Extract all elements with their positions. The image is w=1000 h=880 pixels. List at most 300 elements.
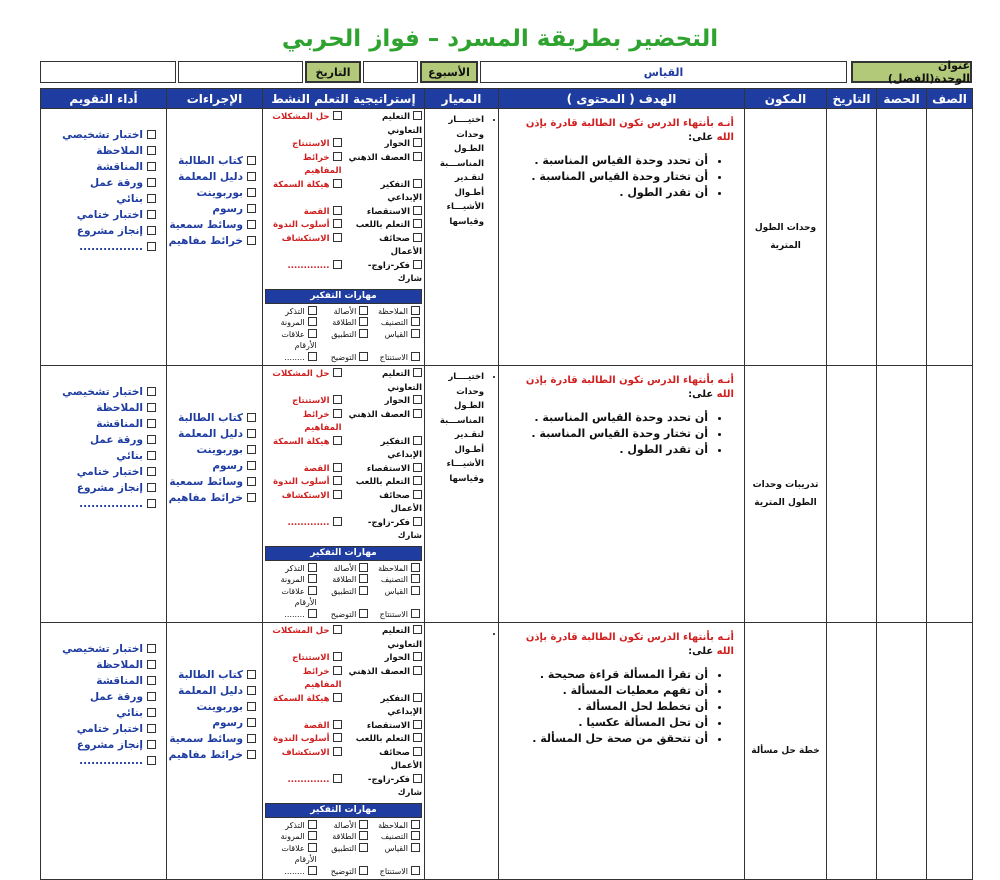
checkbox[interactable] — [413, 693, 422, 702]
strategy-option[interactable]: القصة — [265, 720, 342, 734]
strategy-option[interactable]: التعلم باللعب — [346, 476, 423, 490]
checkbox[interactable] — [247, 429, 256, 438]
strategy-option[interactable]: هيكلة السمكة — [265, 436, 342, 463]
checkbox[interactable] — [247, 445, 256, 454]
evaluation-option[interactable]: اختبار ختامي — [41, 464, 156, 480]
component-cell — [745, 623, 827, 880]
thinking-skill-option[interactable]: الملاحظة — [370, 306, 420, 318]
thinking-skill-option[interactable]: القياس — [370, 586, 420, 609]
checkbox[interactable] — [359, 574, 368, 583]
lesson-row — [41, 366, 973, 623]
period-header: الحصة — [877, 89, 927, 109]
checkbox[interactable] — [333, 111, 342, 120]
evaluation-option[interactable]: اختبار ختامي — [41, 207, 156, 223]
checkbox[interactable] — [333, 395, 342, 404]
strategy-option[interactable]: ............. — [265, 774, 342, 801]
strategy-option[interactable]: خرائط المفاهيم — [302, 152, 342, 176]
checkbox[interactable] — [333, 517, 342, 526]
thinking-skill-option[interactable]: الاستنتاج — [370, 609, 420, 621]
checkbox[interactable] — [413, 720, 422, 729]
checkbox[interactable] — [147, 419, 156, 428]
strategy-option[interactable]: أسلوب الندوة — [265, 219, 342, 233]
checkbox[interactable] — [413, 774, 422, 783]
checkbox[interactable] — [359, 306, 368, 315]
procedure-option[interactable]: وسائط سمعية — [167, 474, 256, 490]
date-cell[interactable] — [827, 623, 877, 880]
checkbox[interactable] — [247, 172, 256, 181]
strategy-option[interactable]: صحائف الأعمال — [379, 490, 422, 514]
checkbox[interactable] — [333, 774, 342, 783]
strategy-option[interactable]: ............. — [265, 260, 342, 287]
checkbox[interactable] — [413, 463, 422, 472]
thinking-skill-option[interactable]: ........ — [267, 352, 317, 364]
evaluation-option[interactable]: إنجاز مشروع — [41, 223, 156, 239]
checkbox[interactable] — [411, 574, 420, 583]
objective-item: • أن تفهم معطيات المسألة . — [509, 683, 708, 699]
strategy-option[interactable]: الاستقصاء — [346, 463, 423, 477]
week-field[interactable] — [363, 61, 418, 83]
component-text: وحدات الطول المترية — [754, 223, 817, 251]
checkbox[interactable] — [308, 317, 317, 326]
checkbox[interactable] — [147, 387, 156, 396]
checkbox[interactable] — [247, 461, 256, 470]
checkbox[interactable] — [147, 499, 156, 508]
checkbox[interactable] — [147, 708, 156, 717]
checkbox[interactable] — [359, 609, 368, 618]
thinking-skills-header: مهارات التفكير — [265, 803, 422, 818]
procedure-option[interactable]: دليل المعلمة — [167, 169, 256, 185]
thinking-skill-option[interactable]: القياس — [370, 843, 420, 866]
component-cell — [745, 109, 827, 366]
checkbox[interactable] — [247, 204, 256, 213]
checkbox[interactable] — [147, 467, 156, 476]
thinking-skill-option[interactable]: التوضيح — [319, 352, 369, 364]
thinking-skill-option[interactable]: التذكر — [267, 563, 317, 575]
unit-title-field[interactable]: القياس — [480, 61, 847, 83]
strategy-cell — [263, 623, 425, 880]
header-row — [41, 89, 973, 109]
strategy-option[interactable]: الحوار — [346, 138, 423, 152]
strategy-option[interactable]: القصة — [265, 463, 342, 477]
evaluation-option[interactable]: إنجاز مشروع — [41, 480, 156, 496]
strategy-option[interactable]: العصف الذهني — [346, 666, 423, 693]
thinking-skill-option[interactable]: علاقات الأرقام — [281, 329, 317, 350]
procedure-option[interactable]: رسوم — [167, 458, 256, 474]
checkbox[interactable] — [308, 329, 317, 338]
strategy-option[interactable]: الاستنتاج — [265, 138, 342, 152]
checkbox[interactable] — [147, 130, 156, 139]
checkbox[interactable] — [247, 718, 256, 727]
checkbox[interactable] — [147, 210, 156, 219]
checkbox[interactable] — [333, 233, 342, 242]
strategy-option[interactable]: التعليم التعاوني — [382, 112, 422, 136]
date-cell[interactable] — [827, 109, 877, 366]
objective-item: • أن تقدر الطول . — [509, 442, 708, 458]
checkbox[interactable] — [411, 843, 420, 852]
evaluation-option[interactable]: بنائي — [41, 705, 156, 721]
evaluation-option[interactable]: المناقشة — [41, 416, 156, 432]
procedure-option[interactable]: دليل المعلمة — [167, 426, 256, 442]
thinking-skill-option[interactable]: المرونة — [267, 317, 317, 329]
checkbox[interactable] — [147, 435, 156, 444]
checkbox[interactable] — [147, 644, 156, 653]
checkbox[interactable] — [247, 220, 256, 229]
checkbox[interactable] — [413, 517, 422, 526]
strategy-option[interactable]: حل المشكلات — [265, 111, 342, 138]
thinking-skill-option[interactable]: الاستنتاج — [370, 866, 420, 878]
strategy-option[interactable]: ............. — [265, 517, 342, 544]
date-header: التاريخ — [827, 89, 877, 109]
checkbox[interactable] — [413, 260, 422, 269]
strategy-option[interactable]: الاستنتاج — [265, 652, 342, 666]
checkbox[interactable] — [333, 463, 342, 472]
strategy-option[interactable]: هيكلة السمكة — [265, 693, 342, 720]
checkbox[interactable] — [411, 306, 420, 315]
checkbox[interactable] — [413, 219, 422, 228]
checkbox[interactable] — [413, 233, 422, 242]
criteria-item: • اختيــــار وحدات الطـول المناســـبة لتقـدير أطـوال الأشيـــاء وقياسها — [429, 113, 484, 229]
checkbox[interactable] — [247, 188, 256, 197]
checkbox[interactable] — [308, 563, 317, 572]
checkbox[interactable] — [308, 831, 317, 840]
evaluation-option[interactable]: بنائي — [41, 448, 156, 464]
checkbox[interactable] — [411, 820, 420, 829]
thinking-skill-option[interactable]: المرونة — [267, 831, 317, 843]
checkbox[interactable] — [147, 451, 156, 460]
period-cell[interactable] — [877, 109, 927, 366]
evaluation-option[interactable]: الملاحظة — [41, 143, 156, 159]
checkbox[interactable] — [413, 436, 422, 445]
checkbox[interactable] — [247, 477, 256, 486]
unit-title-label: عنوان الوحدة(الفصل) — [851, 61, 972, 83]
procedure-option[interactable]: دليل المعلمة — [167, 683, 256, 699]
thinking-skill-option[interactable]: علاقات الأرقام — [281, 586, 317, 607]
strategy-option[interactable]: الاستقصاء — [346, 720, 423, 734]
strategy-option[interactable]: الاستكشاف — [265, 747, 342, 774]
checkbox[interactable] — [247, 670, 256, 679]
thinking-skill-option[interactable]: التوضيح — [319, 866, 369, 878]
procedure-option[interactable]: رسوم — [167, 201, 256, 217]
checkbox[interactable] — [413, 111, 422, 120]
thinking-skill-option[interactable]: التطبيق — [319, 843, 369, 866]
checkbox[interactable] — [247, 750, 256, 759]
checkbox[interactable] — [147, 724, 156, 733]
strategy-option[interactable]: حل المشكلات — [265, 368, 342, 395]
checkbox[interactable] — [147, 178, 156, 187]
procedure-option[interactable]: خرائط مفاهيم — [167, 747, 256, 763]
checkbox[interactable] — [333, 219, 342, 228]
evaluation-cell — [41, 623, 167, 880]
strategy-option[interactable]: التفكير الإبداعي — [380, 179, 422, 203]
thinking-skill-option[interactable]: التصنيف — [370, 574, 420, 586]
checkbox[interactable] — [413, 666, 422, 675]
checkbox[interactable] — [411, 609, 420, 618]
checkbox[interactable] — [333, 733, 342, 742]
checkbox[interactable] — [147, 146, 156, 155]
objective-item: • أن تتحقق من صحة حل المسألة . — [509, 731, 708, 747]
strategy-option[interactable]: العصف الذهني — [346, 152, 423, 179]
checkbox[interactable] — [413, 152, 422, 161]
checkbox[interactable] — [247, 413, 256, 422]
evaluation-option[interactable]: ................ — [41, 496, 156, 512]
thinking-skill-option[interactable]: الأصالة — [319, 306, 369, 318]
checkbox[interactable] — [333, 666, 342, 675]
date-label: التاريخ — [305, 61, 361, 83]
checkbox[interactable] — [333, 693, 342, 702]
date-field[interactable] — [178, 61, 303, 83]
objective-list — [509, 667, 734, 747]
checkbox[interactable] — [308, 306, 317, 315]
checkbox[interactable] — [359, 352, 368, 361]
checkbox[interactable] — [147, 226, 156, 235]
checkbox[interactable] — [333, 436, 342, 445]
thinking-skill-option[interactable]: ........ — [267, 866, 317, 878]
checkbox[interactable] — [147, 660, 156, 669]
thinking-skill-option[interactable]: التذكر — [267, 306, 317, 318]
procedure-option[interactable]: بوربوينت — [167, 699, 256, 715]
strategy-option[interactable]: خرائط المفاهيم — [302, 409, 342, 433]
extra-field[interactable] — [40, 61, 176, 83]
strategy-option[interactable]: فكر-زاوج-شارك — [367, 260, 422, 284]
checkbox[interactable] — [308, 352, 317, 361]
checkbox[interactable] — [333, 747, 342, 756]
grade-cell[interactable] — [927, 366, 973, 623]
checkbox[interactable] — [413, 179, 422, 188]
checkbox[interactable] — [147, 242, 156, 251]
strategy-option[interactable]: صحائف الأعمال — [379, 747, 422, 771]
checkbox[interactable] — [359, 831, 368, 840]
objective-item: • أن تقرأ المسألة قراءة صحيحة . — [509, 667, 708, 683]
checkbox[interactable] — [308, 609, 317, 618]
checkbox[interactable] — [333, 409, 342, 418]
checkbox[interactable] — [333, 625, 342, 634]
thinking-skill-option[interactable]: ........ — [267, 609, 317, 621]
criteria-cell — [425, 109, 499, 366]
evaluation-option[interactable]: اختبار ختامي — [41, 721, 156, 737]
checkbox[interactable] — [359, 329, 368, 338]
checkbox[interactable] — [147, 740, 156, 749]
checkbox[interactable] — [359, 843, 368, 852]
evaluation-option[interactable]: اختبار تشخيصي — [41, 384, 156, 400]
checkbox[interactable] — [147, 756, 156, 765]
checkbox[interactable] — [413, 733, 422, 742]
procedure-option[interactable]: كتاب الطالبة — [167, 667, 256, 683]
procedure-option[interactable]: بوربوينت — [167, 185, 256, 201]
checkbox[interactable] — [247, 734, 256, 743]
checkbox[interactable] — [411, 352, 420, 361]
checkbox[interactable] — [247, 686, 256, 695]
thinking-skill-option[interactable]: الاستنتاج — [370, 352, 420, 364]
thinking-skill-option[interactable]: المرونة — [267, 574, 317, 586]
criteria-cell — [425, 623, 499, 880]
evaluation-option[interactable]: المناقشة — [41, 673, 156, 689]
thinking-skill-option[interactable]: التذكر — [267, 820, 317, 832]
grade-cell[interactable] — [927, 623, 973, 880]
evaluation-option[interactable]: ورقة عمل — [41, 432, 156, 448]
checkbox[interactable] — [413, 395, 422, 404]
checkbox[interactable] — [413, 138, 422, 147]
date-cell[interactable] — [827, 366, 877, 623]
checkbox[interactable] — [359, 317, 368, 326]
checkbox[interactable] — [333, 260, 342, 269]
procedure-option[interactable]: كتاب الطالبة — [167, 410, 256, 426]
procedure-option[interactable]: بوربوينت — [167, 442, 256, 458]
evaluation-option[interactable]: ................ — [41, 239, 156, 255]
checkbox[interactable] — [308, 843, 317, 852]
strategy-option[interactable]: حل المشكلات — [265, 625, 342, 652]
checkbox[interactable] — [359, 586, 368, 595]
criteria-item: • اختيــــار وحدات الطـول المناســـبة لتقـدير أطـوال الأشيـــاء وقياسها — [429, 370, 484, 486]
checkbox[interactable] — [333, 206, 342, 215]
period-cell[interactable] — [877, 366, 927, 623]
procedure-option[interactable]: كتاب الطالبة — [167, 153, 256, 169]
checkbox[interactable] — [147, 403, 156, 412]
checkbox[interactable] — [359, 820, 368, 829]
evaluation-option[interactable]: اختبار تشخيصي — [41, 641, 156, 657]
thinking-skill-option[interactable]: الأصالة — [319, 820, 369, 832]
thinking-skill-option[interactable]: الملاحظة — [370, 820, 420, 832]
thinking-skill-option[interactable]: التوضيح — [319, 609, 369, 621]
thinking-skill-option[interactable]: علاقات الأرقام — [281, 843, 317, 864]
procedure-option[interactable]: خرائط مفاهيم — [167, 490, 256, 506]
strategy-header: إستراتيجية التعلم النشط — [263, 89, 425, 109]
checkbox[interactable] — [247, 236, 256, 245]
strategy-option[interactable]: فكر-زاوج-شارك — [367, 517, 422, 541]
thinking-skill-option[interactable]: الملاحظة — [370, 563, 420, 575]
checkbox[interactable] — [308, 574, 317, 583]
checkbox[interactable] — [411, 831, 420, 840]
evaluation-option[interactable]: المناقشة — [41, 159, 156, 175]
procedure-option[interactable]: خرائط مفاهيم — [167, 233, 256, 249]
checkbox[interactable] — [413, 652, 422, 661]
objective-item: • أن تختار وحدة القياس المناسبة . — [509, 426, 708, 442]
checkbox[interactable] — [413, 476, 422, 485]
strategy-option[interactable]: أسلوب الندوة — [265, 476, 342, 490]
checkbox[interactable] — [247, 156, 256, 165]
evaluation-cell — [41, 109, 167, 366]
strategy-option[interactable]: فكر-زاوج-شارك — [367, 774, 422, 798]
checkbox[interactable] — [147, 162, 156, 171]
checkbox[interactable] — [333, 138, 342, 147]
strategy-option[interactable]: التعليم التعاوني — [382, 626, 422, 650]
strategy-option[interactable]: التعلم باللعب — [346, 733, 423, 747]
thinking-skill-option[interactable]: التطبيق — [319, 329, 369, 352]
checkbox[interactable] — [333, 152, 342, 161]
lesson-row — [41, 109, 973, 366]
objective-cell — [499, 109, 745, 366]
evaluation-option[interactable]: الملاحظة — [41, 400, 156, 416]
checkbox[interactable] — [413, 368, 422, 377]
strategy-option[interactable]: الاستقصاء — [346, 206, 423, 220]
thinking-skill-option[interactable]: الطلاقة — [319, 574, 369, 586]
evaluation-option[interactable]: ورقة عمل — [41, 175, 156, 191]
checkbox[interactable] — [411, 586, 420, 595]
strategy-option[interactable]: الحوار — [346, 395, 423, 409]
evaluation-option[interactable]: بنائي — [41, 191, 156, 207]
checkbox[interactable] — [413, 490, 422, 499]
thinking-skills-header: مهارات التفكير — [265, 289, 422, 304]
checkbox[interactable] — [147, 483, 156, 492]
strategy-option[interactable]: العصف الذهني — [346, 409, 423, 436]
thinking-skill-option[interactable]: القياس — [370, 329, 420, 352]
checkbox[interactable] — [333, 476, 342, 485]
checkbox[interactable] — [308, 820, 317, 829]
checkbox[interactable] — [333, 652, 342, 661]
evaluation-option[interactable]: الملاحظة — [41, 657, 156, 673]
thinking-skill-option[interactable]: التصنيف — [370, 317, 420, 329]
thinking-skill-option[interactable]: الأصالة — [319, 563, 369, 575]
checkbox[interactable] — [147, 676, 156, 685]
strategy-option[interactable]: صحائف الأعمال — [379, 233, 422, 257]
checkbox[interactable] — [333, 179, 342, 188]
checkbox[interactable] — [333, 490, 342, 499]
strategy-option[interactable]: القصة — [265, 206, 342, 220]
objective-item: • أن تحدد وحدة القياس المناسبة . — [509, 153, 708, 169]
checkbox[interactable] — [411, 563, 420, 572]
strategy-option[interactable]: أسلوب الندوة — [265, 733, 342, 747]
thinking-skill-option[interactable]: التصنيف — [370, 831, 420, 843]
objective-item: • أن تقدر الطول . — [509, 185, 708, 201]
procedures-cell — [167, 109, 263, 366]
strategy-option[interactable]: خرائط المفاهيم — [302, 666, 342, 690]
checkbox[interactable] — [411, 866, 420, 875]
procedure-option[interactable]: رسوم — [167, 715, 256, 731]
procedure-option[interactable]: وسائط سمعية — [167, 731, 256, 747]
checkbox[interactable] — [411, 329, 420, 338]
checkbox[interactable] — [308, 586, 317, 595]
checkbox[interactable] — [147, 692, 156, 701]
checkbox[interactable] — [413, 625, 422, 634]
strategy-option[interactable]: الاستنتاج — [265, 395, 342, 409]
strategy-option[interactable]: التعلم باللعب — [346, 219, 423, 233]
thinking-skill-option[interactable]: الطلاقة — [319, 831, 369, 843]
evaluation-option[interactable]: إنجاز مشروع — [41, 737, 156, 753]
strategy-option[interactable]: الاستكشاف — [265, 490, 342, 517]
period-cell[interactable] — [877, 623, 927, 880]
checkbox[interactable] — [359, 563, 368, 572]
strategy-option[interactable]: هيكلة السمكة — [265, 179, 342, 206]
thinking-skill-option[interactable]: التطبيق — [319, 586, 369, 609]
checkbox[interactable] — [413, 747, 422, 756]
checkbox[interactable] — [308, 866, 317, 875]
strategy-option[interactable]: التعليم التعاوني — [382, 369, 422, 393]
checkbox[interactable] — [359, 866, 368, 875]
objective-list — [509, 153, 734, 201]
component-text: خطة حل مسألة — [751, 746, 820, 756]
component-header: المكون — [745, 89, 827, 109]
evaluation-option[interactable]: ورقة عمل — [41, 689, 156, 705]
checkbox[interactable] — [411, 317, 420, 326]
strategy-cell — [263, 109, 425, 366]
checkbox[interactable] — [333, 720, 342, 729]
strategy-option[interactable]: التفكير الإبداعي — [380, 693, 422, 717]
thinking-skill-option[interactable]: الطلاقة — [319, 317, 369, 329]
strategy-option[interactable]: التفكير الإبداعي — [380, 436, 422, 460]
grade-cell[interactable] — [927, 109, 973, 366]
evaluation-cell — [41, 366, 167, 623]
checkbox[interactable] — [247, 493, 256, 502]
evaluation-option[interactable]: ................ — [41, 753, 156, 769]
objective-list — [509, 410, 734, 458]
strategy-option[interactable]: الحوار — [346, 652, 423, 666]
evaluation-option[interactable]: اختبار تشخيصي — [41, 127, 156, 143]
checkbox[interactable] — [333, 368, 342, 377]
checkbox[interactable] — [413, 409, 422, 418]
checkbox[interactable] — [147, 194, 156, 203]
procedure-option[interactable]: وسائط سمعية — [167, 217, 256, 233]
checkbox[interactable] — [413, 206, 422, 215]
strategy-option[interactable]: الاستكشاف — [265, 233, 342, 260]
